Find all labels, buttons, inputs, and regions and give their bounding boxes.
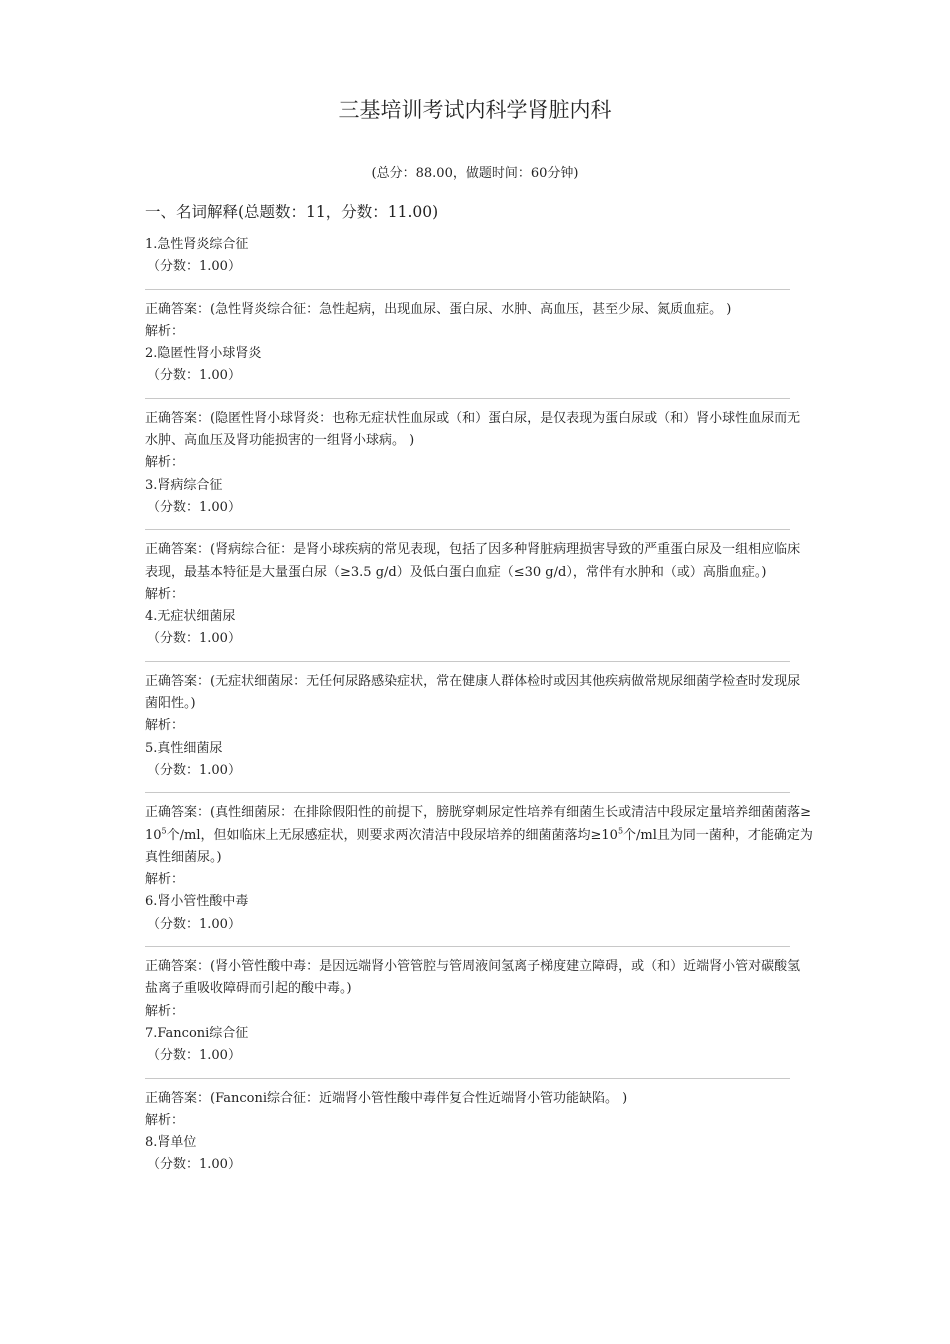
question-term: 1.急性肾炎综合征 [145, 237, 249, 252]
analysis-label: 解析： [145, 586, 185, 602]
correct-answer: 正确答案：(肾小管性酸中毒：是因远端肾小管管腔与管周液间氢离子梯度建立障碍，或（和）近端肾小管对碳酸氢盐离子重吸收障碍而引起的酸中毒。) [145, 959, 801, 997]
question-item [145, 891, 813, 1022]
exam-info: (总分：88.00，做题时间：60分钟) [371, 166, 579, 181]
question-score: （分数：1.00） [147, 1157, 241, 1173]
question-item [145, 475, 813, 606]
divider [145, 1078, 790, 1079]
correct-answer: 正确答案：(真性细菌尿：在排除假阳性的前提下，膀胱穿刺尿定性培养有细菌生长或清洁中段尿定量培养细菌菌落$\ge 10^5$个/ml，但如临床上无尿感症状，则要求两次清洁中段尿培养的细菌菌落均$\ge 10^5$个/ml且为同一菌种，才能确定为真性细菌尿。) [145, 805, 813, 865]
correct-answer: 正确答案：(隐匿性肾小球肾炎：也称无症状性血尿或（和）蛋白尿，是仅表现为蛋白尿或（和）肾小球性血尿而无水肿、高血压及肾功能损害的一组肾小球病。 ) [145, 410, 801, 449]
question-term: 6.肾小管性酸中毒 [145, 894, 249, 910]
divider [145, 398, 790, 399]
question-item [145, 1132, 813, 1177]
question-term: 3.肾病综合征 [145, 477, 223, 493]
divider [145, 661, 790, 662]
correct-answer: 正确答案：(肾病综合征：是肾小球疾病的常见表现，包括了因多种肾脏病理损害导致的严重蛋白尿及一组相应临床表现，最基本特征是大量蛋白尿（≥3.5 g/d）及低白蛋白血症（≤30 g/d），常伴有水肿和（或）高脂血症。) [145, 542, 801, 580]
question-score: （分数：1.00） [147, 916, 241, 932]
question-score: （分数：1.00） [147, 762, 241, 778]
question-list [145, 234, 813, 1177]
question-score: （分数：1.00） [147, 499, 241, 515]
question-term: 4.无症状细菌尿 [145, 609, 236, 625]
question-score: （分数：1.00） [147, 259, 241, 275]
analysis-label: 解析： [145, 455, 185, 471]
question-score: （分数：1.00） [147, 1048, 241, 1064]
analysis-label: 解析： [145, 1112, 185, 1128]
page-title: 三基培训考试内科学肾脏内科 [338, 98, 612, 122]
section-heading: 一、名词解释(总题数：11，分数：11.00) [145, 203, 439, 221]
divider [145, 946, 790, 947]
divider [145, 289, 790, 290]
correct-answer: 正确答案：(无症状细菌尿：无任何尿路感染症状，常在健康人群体检时或因其他疾病做常规尿细菌学检查时发现尿菌阳性。) [145, 673, 801, 712]
analysis-label: 解析： [145, 1003, 185, 1019]
question-term: 7.Fanconi综合征 [145, 1025, 249, 1041]
question-score: （分数：1.00） [147, 631, 241, 647]
correct-answer: 正确答案：(Fanconi综合征：近端肾小管性酸中毒伴复合性近端肾小管功能缺陷。 ) [145, 1090, 628, 1106]
question-item [145, 606, 813, 737]
question-score: （分数：1.00） [147, 368, 241, 384]
question-item [145, 738, 813, 892]
question-item [145, 343, 813, 474]
divider [145, 792, 790, 793]
analysis-label: 解析： [145, 718, 185, 734]
question-term: 2.隐匿性肾小球肾炎 [145, 346, 262, 362]
question-item [145, 234, 813, 343]
question-item [145, 1023, 813, 1132]
analysis-label: 解析： [145, 323, 185, 339]
question-term: 8.肾单位 [145, 1135, 197, 1151]
divider [145, 529, 790, 530]
question-term: 5.真性细菌尿 [145, 740, 223, 756]
analysis-label: 解析： [145, 872, 185, 888]
correct-answer: 正确答案：(急性肾炎综合征：急性起病，出现血尿、蛋白尿、水肿、高血压，甚至少尿、氮质血症。 ) [145, 301, 732, 317]
